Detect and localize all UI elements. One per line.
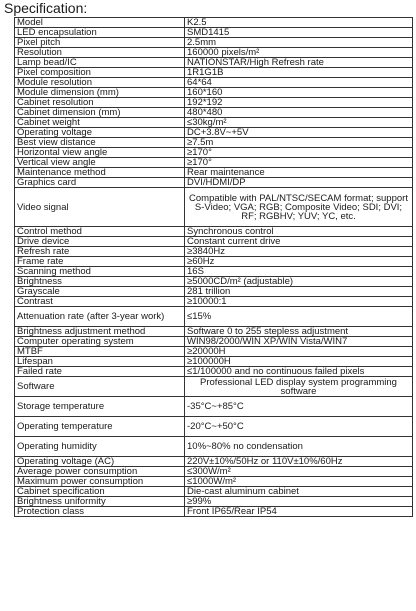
spec-value: ≥60Hz	[185, 257, 413, 267]
spec-label: Storage temperature	[15, 397, 185, 417]
table-row	[15, 487, 413, 497]
table-row	[15, 287, 413, 297]
table-row	[15, 457, 413, 467]
table-row	[15, 98, 413, 108]
spec-value: 160*160	[185, 88, 413, 98]
table-row	[15, 28, 413, 38]
spec-value: 2.5mm	[185, 38, 413, 48]
spec-value: Die-cast aluminum cabinet	[185, 487, 413, 497]
spec-value: ≤1/100000 and no continuous failed pixels	[185, 367, 413, 377]
spec-value: Synchronous control	[185, 227, 413, 237]
spec-value: ≤300W/m²	[185, 467, 413, 477]
spec-label: Horizontal view angle	[15, 148, 185, 158]
spec-label: Operating temperature	[15, 417, 185, 437]
spec-label: Resolution	[15, 48, 185, 58]
spec-label: Average power consumption	[15, 467, 185, 477]
table-row	[15, 367, 413, 377]
spec-value: 10%~80% no condensation	[185, 437, 413, 457]
spec-label: Lifespan	[15, 357, 185, 367]
table-row	[15, 118, 413, 128]
spec-label: LED encapsulation	[15, 28, 185, 38]
spec-label: Software	[15, 377, 185, 397]
spec-value: ≤30kg/m²	[185, 118, 413, 128]
spec-label: Brightness	[15, 277, 185, 287]
table-row	[15, 38, 413, 48]
spec-label: Frame rate	[15, 257, 185, 267]
spec-label: Graphics card	[15, 178, 185, 188]
table-row	[15, 237, 413, 247]
spec-value: 192*192	[185, 98, 413, 108]
spec-label: Scanning method	[15, 267, 185, 277]
spec-label: Module resolution	[15, 78, 185, 88]
table-row	[15, 158, 413, 168]
table-row	[15, 168, 413, 178]
spec-value: ≥20000H	[185, 347, 413, 357]
table-row	[15, 377, 413, 397]
table-row	[15, 247, 413, 257]
table-row	[15, 257, 413, 267]
spec-label: Cabinet dimension (mm)	[15, 108, 185, 118]
spec-value: ≤1000W/m²	[185, 477, 413, 487]
spec-label: Brightness adjustment method	[15, 327, 185, 337]
spec-label: Cabinet specification	[15, 487, 185, 497]
spec-label: Computer operating system	[15, 337, 185, 347]
spec-label: Operating humidity	[15, 437, 185, 457]
spec-value: 220V±10%/50Hz or 110V±10%/60Hz	[185, 457, 413, 467]
table-row	[15, 347, 413, 357]
spec-label: Refresh rate	[15, 247, 185, 257]
page-title: Specification:	[4, 0, 88, 16]
table-row	[15, 227, 413, 237]
spec-label: Failed rate	[15, 367, 185, 377]
table-row	[15, 68, 413, 78]
spec-value: Front IP65/Rear IP54	[185, 507, 413, 517]
spec-value: 64*64	[185, 78, 413, 88]
spec-value: Constant current drive	[185, 237, 413, 247]
spec-value: Rear maintenance	[185, 168, 413, 178]
spec-label: Brightness uniformity	[15, 497, 185, 507]
table-row	[15, 178, 413, 188]
table-row	[15, 327, 413, 337]
spec-label: Drive device	[15, 237, 185, 247]
spec-value: DVI/HDMI/DP	[185, 178, 413, 188]
table-row	[15, 277, 413, 287]
table-row	[15, 18, 413, 28]
table-row	[15, 88, 413, 98]
spec-value: Software 0 to 255 stepless adjustment	[185, 327, 413, 337]
spec-value: WIN98/2000/WIN XP/WIN Vista/WIN7	[185, 337, 413, 347]
spec-label: Operating voltage	[15, 128, 185, 138]
spec-label: Vertical view angle	[15, 158, 185, 168]
table-row	[15, 108, 413, 118]
table-row	[15, 477, 413, 487]
spec-value: ≤15%	[185, 307, 413, 327]
table-row	[15, 58, 413, 68]
spec-value: K2.5	[185, 18, 413, 28]
table-row	[15, 467, 413, 477]
spec-label: Cabinet resolution	[15, 98, 185, 108]
table-row	[15, 128, 413, 138]
specification-table	[14, 17, 413, 517]
spec-value: 1R1G1B	[185, 68, 413, 78]
spec-value: ≥99%	[185, 497, 413, 507]
spec-label: Maximum power consumption	[15, 477, 185, 487]
spec-label: Operating voltage (AC)	[15, 457, 185, 467]
spec-label: Model	[15, 18, 185, 28]
spec-label: Video signal	[15, 188, 185, 227]
spec-value: ≥170°	[185, 158, 413, 168]
table-row	[15, 507, 413, 517]
specification-table-body	[15, 18, 413, 517]
spec-label: Pixel pitch	[15, 38, 185, 48]
spec-value: NATIONSTAR/High Refresh rate	[185, 58, 413, 68]
spec-value: ≥100000H	[185, 357, 413, 367]
table-row	[15, 437, 413, 457]
spec-value: ≥7.5m	[185, 138, 413, 148]
spec-label: Protection class	[15, 507, 185, 517]
spec-value: ≥5000CD/m² (adjustable)	[185, 277, 413, 287]
table-row	[15, 148, 413, 158]
spec-value: ≥3840Hz	[185, 247, 413, 257]
spec-label: Lamp bead/IC	[15, 58, 185, 68]
table-row	[15, 267, 413, 277]
spec-value: 480*480	[185, 108, 413, 118]
table-row	[15, 357, 413, 367]
spec-value: Professional LED display system programming software	[185, 377, 413, 397]
spec-label: Cabinet weight	[15, 118, 185, 128]
spec-value: SMD1415	[185, 28, 413, 38]
spec-value: ≥170°	[185, 148, 413, 158]
table-row	[15, 307, 413, 327]
table-row	[15, 78, 413, 88]
spec-value: 160000 pixels/m²	[185, 48, 413, 58]
spec-label: Best view distance	[15, 138, 185, 148]
spec-value: 16S	[185, 267, 413, 277]
spec-value: DC+3.8V~+5V	[185, 128, 413, 138]
spec-label: Maintenance method	[15, 168, 185, 178]
spec-label: Contrast	[15, 297, 185, 307]
spec-label: Module dimension (mm)	[15, 88, 185, 98]
table-row	[15, 497, 413, 507]
spec-value: -20°C~+50°C	[185, 417, 413, 437]
table-row	[15, 188, 413, 227]
spec-value: -35°C~+85°C	[185, 397, 413, 417]
spec-label: Grayscale	[15, 287, 185, 297]
spec-label: Attenuation rate (after 3-year work)	[15, 307, 185, 327]
spec-label: Control method	[15, 227, 185, 237]
table-row	[15, 417, 413, 437]
spec-label: Pixel composition	[15, 68, 185, 78]
table-row	[15, 337, 413, 347]
spec-value: 281 trillion	[185, 287, 413, 297]
table-row	[15, 297, 413, 307]
table-row	[15, 138, 413, 148]
table-row	[15, 397, 413, 417]
spec-label: MTBF	[15, 347, 185, 357]
spec-value: ≥10000:1	[185, 297, 413, 307]
table-row	[15, 48, 413, 58]
spec-value: Compatible with PAL/NTSC/SECAM format; support S-Video; VGA; RGB; Composite Video; SDI; DVI; RF; RGBHV; YUV; YC, etc.	[185, 188, 413, 227]
